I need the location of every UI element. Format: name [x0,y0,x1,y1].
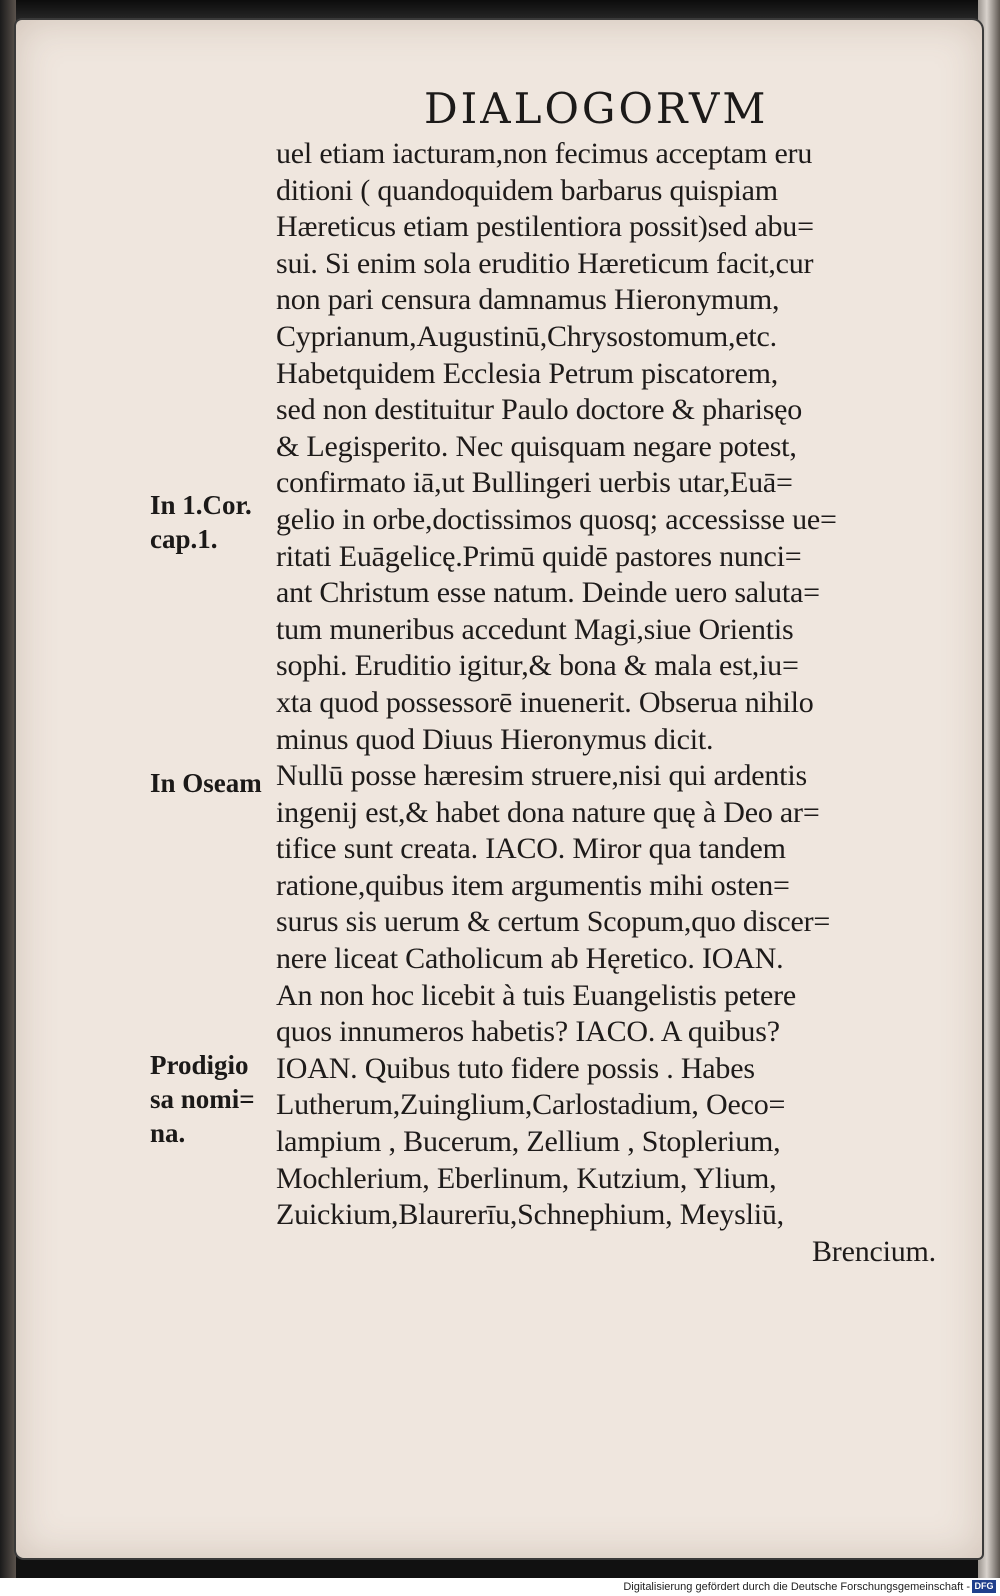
text-line: gelio in orbe,doctissimos quosq; accessisse ue= [276,502,837,536]
text-line: xta quod possessorē inuenerit. Obserua nihilo [276,685,814,719]
text-line: lampium , Bucerum, Zellium , Stoplerium, [276,1125,781,1159]
running-head: DIALOGORVM [424,84,769,133]
marginal-note-oseam: In Oseam [150,768,262,798]
text-line: non pari censura damnamus Hieronymum, [276,283,780,317]
text-line: minus quod Diuus Hieronymus dicit. [276,722,714,756]
text-line: tifice sunt creata. IACO. Miror qua tandem [276,832,786,866]
text-line: ant Christum esse natum. Deinde uero saluta= [276,576,820,610]
text-line: sed non destituitur Paulo doctore & pharisęo [276,393,803,427]
text-line: tum muneribus accedunt Magi,siue Orientis [276,612,794,646]
text-line: IOAN. Quibus tuto fidere possis . Habes [276,1051,755,1085]
text-line: ingenij est,& habet dona nature quę à Deo ar= [276,795,820,829]
text-line: ditioni ( quandoquidem barbarus quispiam [276,173,778,207]
catchword: Brencium. [811,1234,936,1268]
text-line: ritati Euāgelicę.Primū quidē pastores nunci= [276,539,802,573]
marginal-note-1cor: In 1.Cor. cap.1. [150,490,252,554]
text-line: sui. Si enim sola eruditio Hæreticum facit,cur [276,246,814,280]
text-line: confirmato iā,ut Bullingeri uerbis utar,Euā= [276,466,793,500]
text-line: & Legisperito. Nec quisquam negare potest, [276,429,797,463]
text-line: ratione,quibus item argumentis mihi osten= [276,868,790,902]
text-line: sophi. Eruditio igitur,& bona & mala est,iu= [276,649,799,683]
text-line: surus sis uerum & certum Scopum,quo discer= [276,905,831,939]
text-line: Hæreticus etiam pestilentiora possit)sed abu= [276,210,814,244]
text-line: An non hoc licebit à tuis Euangelistis petere [276,978,797,1012]
text-line: quos innumeros habetis? IACO. A quibus? [276,1015,780,1049]
body-text [276,136,966,1270]
text-line: Nullū posse hæresim struere,nisi qui ardentis [276,759,807,793]
book-left-edge [0,0,16,1578]
text-line: uel etiam iacturam,non fecimus acceptam eru [276,137,813,170]
text-line: Mochlerium, Eberlinum, Kutzium, Ylium, [276,1161,777,1195]
text-line: Cyprianum,Augustinū,Chrysostomum,etc. [276,319,777,353]
marginal-note-prodigiosa: Prodigio sa nomi= na. [150,1050,255,1148]
text-line: Lutherum,Zuinglium,Carlostadium, Oeco= [276,1088,786,1122]
book-spine-top [0,0,1000,22]
dfg-logo-icon: DFG [972,1580,996,1593]
text-line: nere liceat Catholicum ab Hęretico. IOAN. [276,942,784,976]
dfg-credit: Digitalisierung gefördert durch die Deutsche Forschungsgemeinschaft - [623,1581,970,1593]
text-line: Zuickium,Blaurerīu,Schnephium, Meysliū, [276,1198,784,1232]
text-line: Habetquidem Ecclesia Petrum piscatorem, [276,356,779,390]
